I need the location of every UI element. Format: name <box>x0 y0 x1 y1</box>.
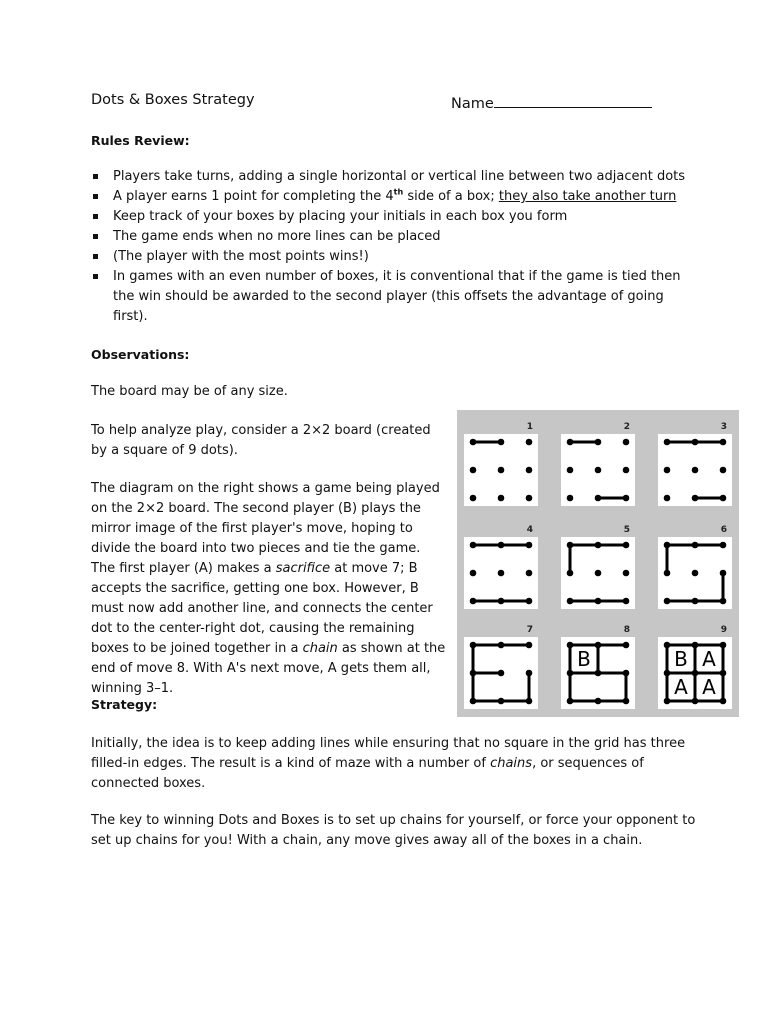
dot <box>567 698 574 705</box>
game-diagram <box>457 410 739 717</box>
strategy-heading: Strategy: <box>91 697 158 712</box>
another-turn-underlined: they also take another turn <box>498 189 677 204</box>
dot <box>567 642 574 649</box>
dot <box>526 670 533 677</box>
box-initial: B <box>674 647 688 671</box>
dot <box>720 598 727 605</box>
dot <box>623 542 630 549</box>
dot <box>498 642 505 649</box>
dot <box>567 598 574 605</box>
dot <box>567 439 574 446</box>
dot <box>526 467 533 474</box>
dot <box>498 698 505 705</box>
dot <box>623 670 630 677</box>
dot <box>470 642 477 649</box>
dot <box>692 495 699 502</box>
rules-list <box>91 167 691 327</box>
dot <box>470 495 477 502</box>
box-initial: A <box>702 647 716 671</box>
dot <box>498 598 505 605</box>
dot <box>720 670 727 677</box>
dot <box>595 642 602 649</box>
dot <box>623 570 630 577</box>
observation-2x2-board: To help analyze play, consider a 2×2 board (created by a square of 9 dots). <box>91 423 431 458</box>
name-label: Name <box>451 96 494 112</box>
dot <box>692 439 699 446</box>
dot <box>595 570 602 577</box>
dot <box>664 439 671 446</box>
dot <box>720 542 727 549</box>
dot <box>567 467 574 474</box>
dot <box>720 570 727 577</box>
dot <box>720 642 727 649</box>
dot <box>470 542 477 549</box>
dot <box>567 670 574 677</box>
list-item: A player earns 1 point for completing the 4th side of a box; they also take another turn <box>91 187 691 207</box>
dot <box>567 570 574 577</box>
move-number-label: 9 <box>720 625 727 635</box>
dot <box>595 495 602 502</box>
dot <box>664 670 671 677</box>
list-item: Keep track of your boxes by placing your initials in each box you form <box>91 207 691 227</box>
observation-game-description: The diagram on the right shows a game being played on the 2×2 board. The second player (B) plays the mirror image of the first player's move, hoping to divide the board into two pieces and tie the game. The first player (A) makes a sacrifice at move 7; B accepts the sacrifice, getting one box. However, B must now add another line, and connects the center dot to the center-right dot, causing the remaining boxes to be joined together in a chain as shown at the end of move 8. With A's next move, A gets them all, winning 3–1. <box>91 481 446 696</box>
dot <box>692 598 699 605</box>
name-blank-line[interactable] <box>494 92 652 108</box>
dot <box>498 542 505 549</box>
dot <box>498 439 505 446</box>
dot <box>470 698 477 705</box>
move-number-label: 6 <box>720 525 727 535</box>
dot <box>498 670 505 677</box>
strategy-paragraph-1: Initially, the idea is to keep adding lines while ensuring that no square in the grid has three filled-in edges. The result is a kind of maze with a number of chains, or sequences of connected boxes. <box>91 736 686 791</box>
move-number-label: 7 <box>526 625 533 635</box>
move-number-label: 1 <box>526 422 533 432</box>
name-field[interactable] <box>451 92 652 112</box>
move-number-label: 8 <box>623 625 630 635</box>
dot <box>595 542 602 549</box>
dot <box>664 542 671 549</box>
dot <box>470 598 477 605</box>
dot <box>595 467 602 474</box>
box-initial: A <box>702 675 716 699</box>
box-initial: A <box>674 675 688 699</box>
move-number-label: 4 <box>526 525 533 535</box>
game-diagram-svg <box>457 410 739 717</box>
observation-board-size: The board may be of any size. <box>91 384 288 399</box>
list-item: (The player with the most points wins!) <box>91 247 691 267</box>
dot <box>470 670 477 677</box>
dot <box>623 467 630 474</box>
dot <box>526 698 533 705</box>
move-number-label: 2 <box>623 422 630 432</box>
dot <box>595 598 602 605</box>
dot <box>664 598 671 605</box>
dot <box>567 495 574 502</box>
dot <box>470 570 477 577</box>
dot <box>720 467 727 474</box>
rules-review-heading: Rules Review: <box>91 133 190 148</box>
dot <box>470 467 477 474</box>
dot <box>664 495 671 502</box>
dot <box>526 542 533 549</box>
dot <box>498 467 505 474</box>
dot <box>595 439 602 446</box>
dot <box>526 642 533 649</box>
box-initial: B <box>577 647 591 671</box>
dot <box>692 467 699 474</box>
dot <box>720 698 727 705</box>
dot <box>692 542 699 549</box>
dot <box>526 570 533 577</box>
dot <box>567 542 574 549</box>
document-title: Dots & Boxes Strategy <box>91 92 255 108</box>
dot <box>623 439 630 446</box>
dot <box>664 698 671 705</box>
dot <box>664 642 671 649</box>
dot <box>623 642 630 649</box>
dot <box>470 439 477 446</box>
dot <box>664 570 671 577</box>
dot <box>595 670 602 677</box>
move-number-label: 5 <box>623 525 630 535</box>
dot <box>664 467 671 474</box>
strategy-paragraph-2: The key to winning Dots and Boxes is to set up chains for yourself, or force your opponent to set up chains for you! With a chain, any move gives away all of the boxes in a chain. <box>91 813 696 848</box>
dot <box>692 698 699 705</box>
dot <box>720 439 727 446</box>
dot <box>498 495 505 502</box>
dot <box>623 598 630 605</box>
dot <box>692 570 699 577</box>
observations-heading: Observations: <box>91 347 190 362</box>
dot <box>692 642 699 649</box>
list-item: Players take turns, adding a single horizontal or vertical line between two adjacent dots <box>91 167 691 187</box>
list-item: The game ends when no more lines can be placed <box>91 227 691 247</box>
dot <box>498 570 505 577</box>
dot <box>623 698 630 705</box>
dot <box>526 495 533 502</box>
dot <box>595 698 602 705</box>
move-number-label: 3 <box>720 422 727 432</box>
dot <box>526 439 533 446</box>
dot <box>720 495 727 502</box>
dot <box>692 670 699 677</box>
dot <box>623 495 630 502</box>
list-item: In games with an even number of boxes, it is conventional that if the game is tied then the win should be awarded to the second player (this offsets the advantage of going first). <box>91 267 691 327</box>
dot <box>526 598 533 605</box>
